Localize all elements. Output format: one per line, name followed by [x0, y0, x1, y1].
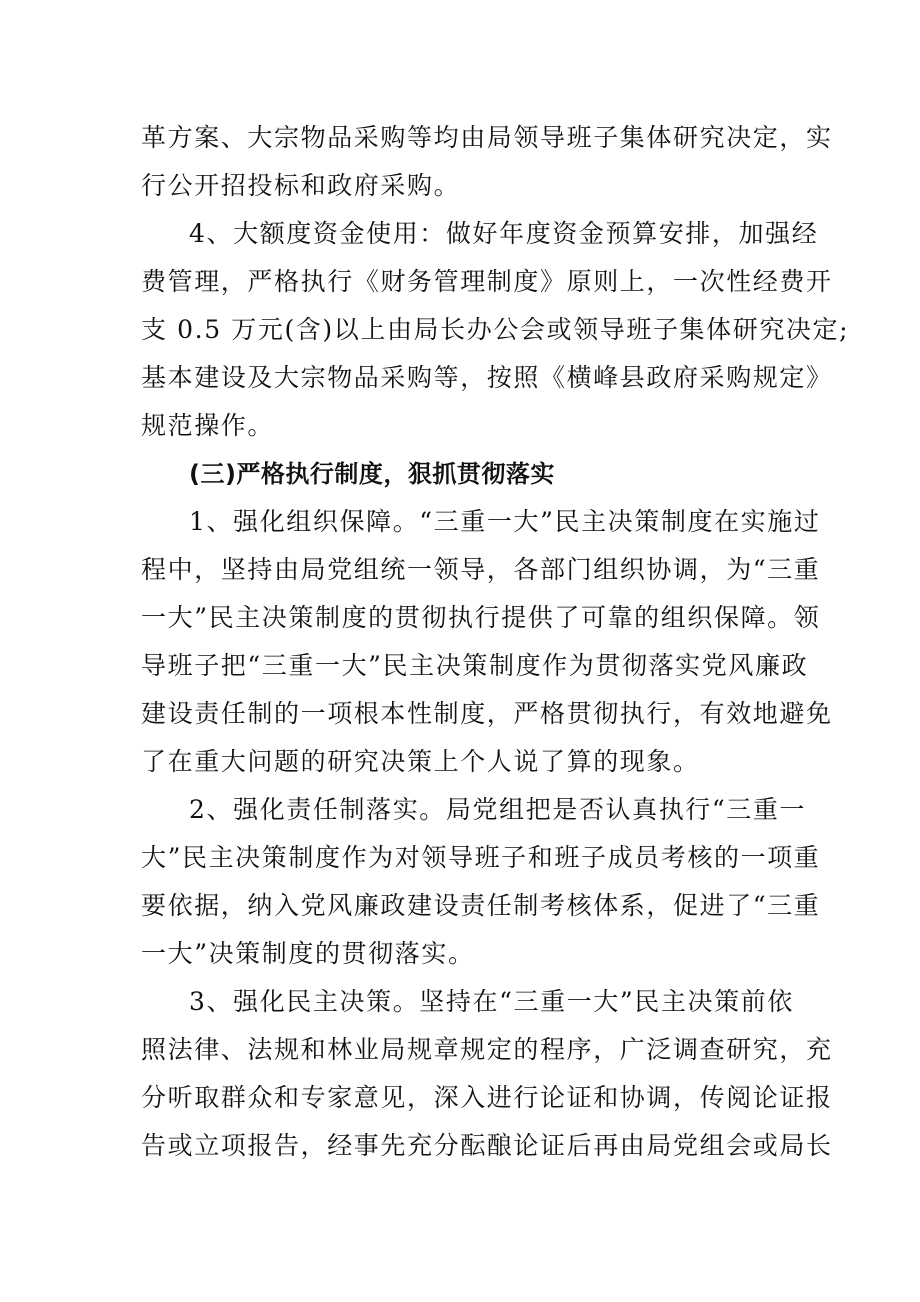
body-text-line: 4、大额度资金使用：做好年度资金预算安排，加强经 [189, 219, 819, 248]
body-text-line: 照法律、法规和林业局规章规定的程序，广泛调查研究，充 [141, 1035, 833, 1064]
body-text-line: 分听取群众和专家意见，深入进行论证和协调，传阅论证报 [141, 1083, 833, 1112]
body-text-line: 了在重大问题的研究决策上个人说了算的现象。 [141, 747, 700, 776]
body-text-line: 建设责任制的一项根本性制度，严格贯彻执行，有效地避免 [141, 699, 833, 728]
body-text-line: 革方案、大宗物品采购等均由局领导班子集体研究决定，实 [141, 123, 833, 152]
body-text-line: 要依据，纳入党风廉政建设责任制考核体系，促进了“三重 [141, 891, 821, 920]
body-text-line: 2、强化责任制落实。局党组把是否认真执行“三重一 [189, 795, 807, 824]
body-text-line: 基本建设及大宗物品采购等，按照《横峰县政府采购规定》 [141, 363, 833, 392]
body-text-line: 费管理，严格执行《财务管理制度》原则上，一次性经费开 [141, 267, 833, 296]
body-text-line: 导班子把“三重一大”民主决策制度作为贯彻落实党风廉政 [141, 651, 809, 680]
body-text-line: 程中，坚持由局党组统一领导，各部门组织协调，为“三重 [141, 555, 821, 584]
body-text-line: 一大”民主决策制度的贯彻执行提供了可靠的组织保障。领 [141, 603, 821, 632]
body-text-line: 规范操作。 [141, 411, 275, 440]
body-text-line: 大”民主决策制度作为对领导班子和班子成员考核的一项重 [141, 843, 821, 872]
body-text-line: 告或立项报告，经事先充分酝酿论证后再由局党组会或局长 [141, 1131, 833, 1160]
body-text-line: 行公开招投标和政府采购。 [141, 171, 461, 200]
body-text-line: 1、强化组织保障。“三重一大”民主决策制度在实施过 [189, 507, 821, 536]
body-text-line: 一大”决策制度的贯彻落实。 [141, 939, 475, 968]
body-text-line: 支 0.5 万元(含)以上由局长办公会或领导班子集体研究决定; [141, 315, 850, 344]
section-heading: (三)严格执行制度，狠抓贯彻落实 [189, 460, 555, 488]
body-text-line: 3、强化民主决策。坚持在“三重一大”民主决策前依 [189, 987, 794, 1016]
